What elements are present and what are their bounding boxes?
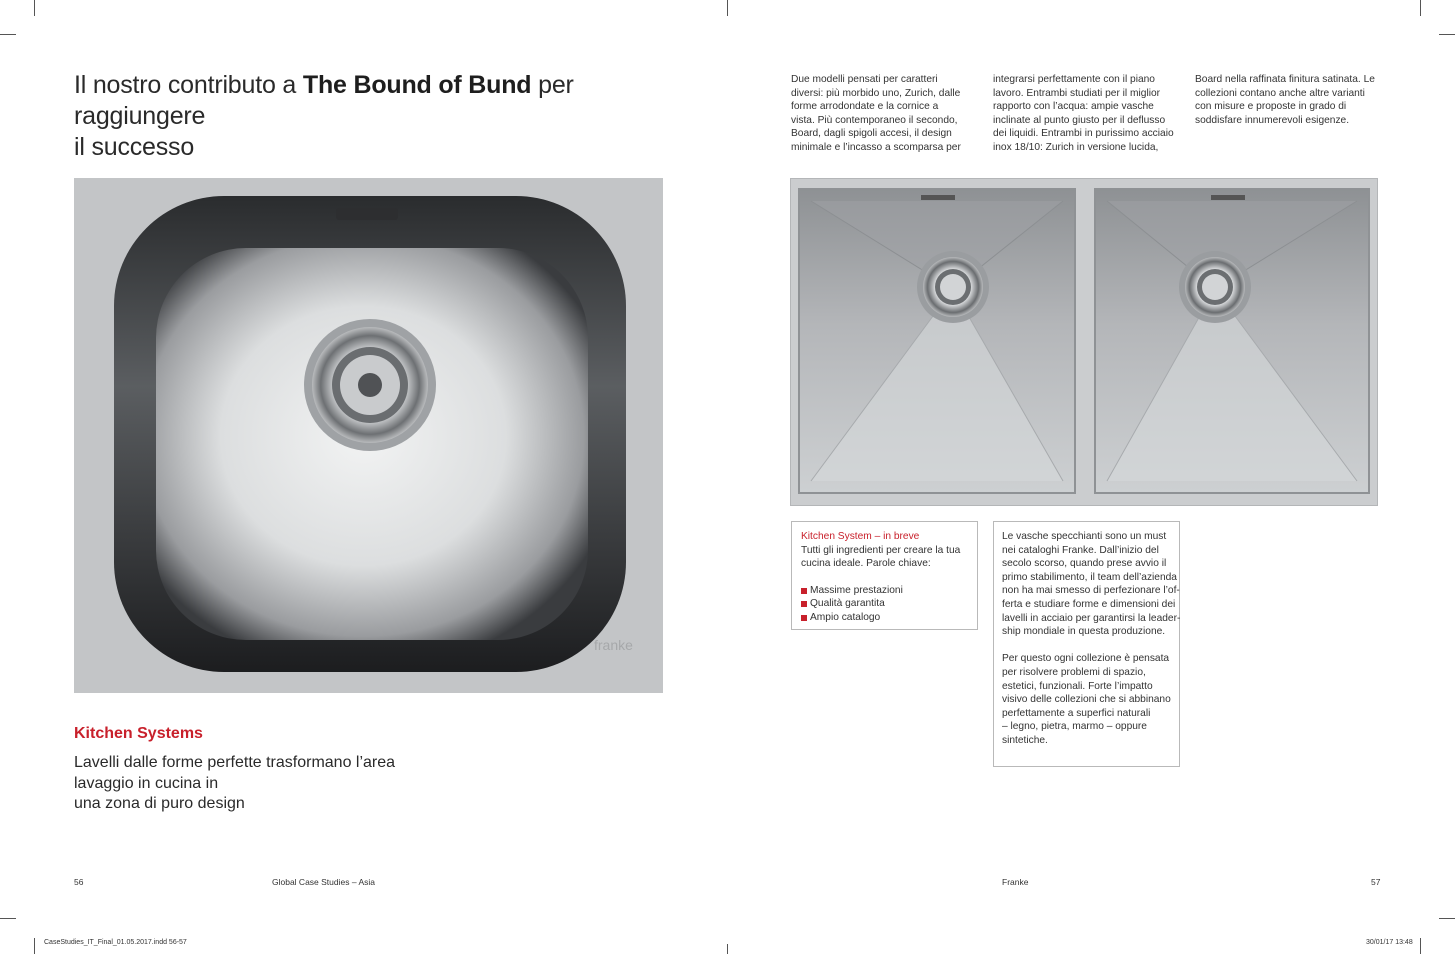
section-body-line: Lavelli dalle forme perfette trasformano l’area [74, 754, 396, 771]
text-line: estetici, funzionali. Forte l’impatto [1002, 680, 1153, 692]
crop-mark [1439, 918, 1455, 919]
keyword-item [801, 584, 969, 598]
text-line: con misure e proposte in grado di [1195, 101, 1347, 113]
text-line: secolo scorso, quando prese avvio il [1002, 558, 1167, 570]
slug-date: 30/01/17 13:48 [1366, 939, 1413, 946]
single-sink-image [74, 178, 663, 693]
footer-section-left: Global Case Studies – Asia [272, 877, 376, 887]
intro-column-1 [791, 73, 969, 155]
keyword-text: Ampio catalogo [810, 611, 881, 623]
slug-file: CaseStudies_IT_Final_01.05.2017.indd 56-57 [44, 939, 187, 946]
text-line: – legno, pietra, marmo – oppure [1002, 721, 1147, 733]
text-line: non ha mai smesso di perfezionare l’of- [1002, 585, 1180, 597]
page-headline [74, 70, 694, 163]
text-line: ferta e studiare forme e dimensioni dei [1002, 598, 1176, 610]
text-line: minimale e l’incasso a scomparsa per [791, 141, 961, 153]
text-line: Board nella raffinata finitura satinata. Le [1195, 74, 1375, 85]
text-line: vista. Più contemporaneo il secondo, [791, 114, 958, 126]
section-body [74, 753, 454, 815]
text-line: Board, dagli spigoli accesi, il design [791, 128, 952, 140]
crop-mark [727, 0, 728, 16]
text-line: lavoro. Entrambi studiati per il miglior [993, 87, 1161, 99]
section-title: Kitchen Systems [74, 725, 203, 742]
square-bullet-icon [801, 588, 807, 594]
keyword-list [801, 584, 969, 625]
text-line: Due modelli pensati per caratteri [791, 74, 938, 85]
crop-mark [0, 34, 16, 35]
text-box [993, 521, 1180, 767]
text-line: soddisfare innumerevoli esigenze. [1195, 114, 1350, 126]
text-line: Per questo ogni collezione è pensata [1002, 653, 1170, 665]
keyword-text: Massime prestazioni [810, 584, 903, 596]
headline-bold: The Bound of Bund [302, 71, 532, 99]
text-line: diversi: più morbido uno, Zurich, dalle [791, 87, 961, 99]
page-number-right: 57 [1371, 877, 1381, 887]
text-line: sintetiche. [1002, 734, 1048, 746]
text-line: lavelli in acciaio per garantirsi la leader- [1002, 612, 1181, 624]
page-number-left: 56 [74, 877, 84, 887]
square-bullet-icon [801, 615, 807, 621]
summary-box [791, 521, 978, 630]
text-line: rapporto con l’acqua: ampie vasche [993, 101, 1154, 113]
headline-suffix: per raggiungere [74, 71, 574, 130]
text-line: perfettamente a superfici naturali [1002, 707, 1151, 719]
text-line: visivo delle collezioni che si abbinano [1002, 694, 1171, 706]
text-line: primo stabilimento, il team dell’azienda [1002, 571, 1177, 583]
keyword-item [801, 597, 969, 611]
brand-mark: franke [594, 637, 633, 653]
crop-mark [0, 918, 16, 919]
double-sink-image [790, 178, 1378, 506]
headline-line2: il successo [74, 133, 195, 161]
text-line: integrarsi perfettamente con il piano [993, 74, 1155, 85]
text-line: nei cataloghi Franke. Dall’inizio del [1002, 544, 1159, 556]
footer-section-right: Franke [1002, 877, 1029, 887]
keyword-item [801, 611, 969, 625]
crop-mark [727, 944, 728, 954]
section-body-line: una zona di puro design [74, 795, 245, 812]
summary-box-title: Kitchen System – in breve [801, 531, 920, 542]
square-bullet-icon [801, 601, 807, 607]
crop-mark [1420, 0, 1421, 16]
crop-mark [1420, 938, 1421, 954]
text-line: inox 18/10: Zurich in versione lucida, [993, 141, 1159, 153]
crop-mark [34, 0, 35, 16]
headline-prefix: Il nostro contributo a [74, 71, 297, 99]
text-line: ship mondiale in questa produzione. [1002, 626, 1166, 638]
text-line: per risolvere problemi di spazio, [1002, 666, 1146, 678]
summary-line: Tutti gli ingredienti per creare la tua [801, 544, 961, 556]
section-body-line: lavaggio in cucina in [74, 774, 219, 792]
crop-mark [1439, 34, 1455, 35]
text-line: forme arrodondate e la cornice a [791, 101, 939, 113]
intro-column-2 [993, 73, 1174, 155]
keyword-text: Qualità garantita [810, 598, 885, 610]
text-line: collezioni contano anche altre varianti [1195, 87, 1365, 99]
intro-column-3 [1195, 73, 1373, 127]
summary-line: cucina ideale. Parole chiave: [801, 558, 931, 570]
crop-mark [34, 938, 35, 954]
text-line: Le vasche specchianti sono un must [1002, 531, 1167, 542]
text-line: inclinate al punto giusto per il deflusso [993, 114, 1166, 126]
text-line: dei liquidi. Entrambi in purissimo acciaio [993, 128, 1174, 140]
